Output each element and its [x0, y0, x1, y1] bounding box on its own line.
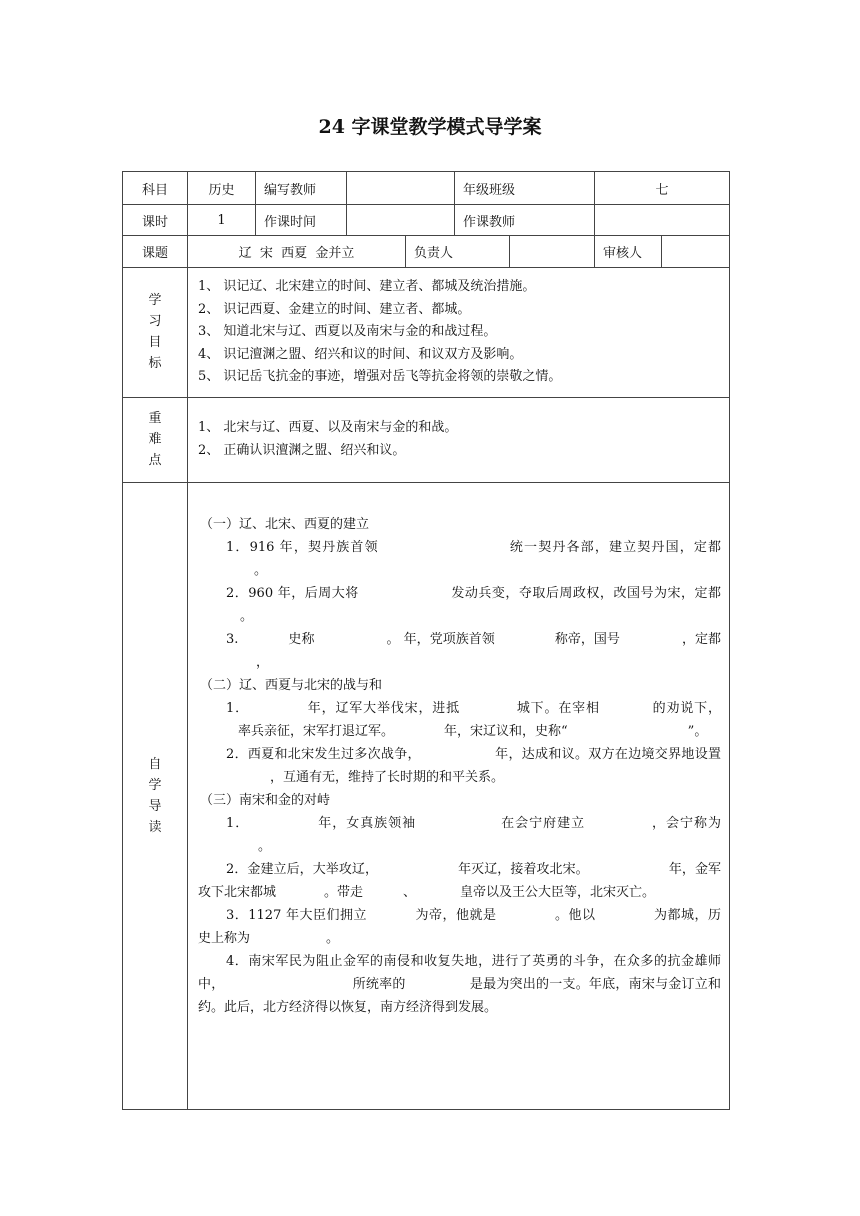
key-points-label: 重 难 点 [123, 397, 188, 482]
objectives-label: 学 习 目 标 [123, 268, 188, 398]
lesson-plan-table [122, 171, 730, 1110]
owner-value[interactable] [510, 236, 595, 268]
author-value[interactable] [347, 172, 455, 205]
objective-item: 4、 识记澶渊之盟、绍兴和议的时间、和议双方及影响。 [198, 346, 523, 362]
objective-item: 2、 识记西夏、金建立的时间、建立者、都城。 [198, 301, 471, 317]
author-label: 编写教师 [256, 172, 347, 205]
objectives-list [188, 268, 730, 398]
self-study-content [188, 482, 730, 1109]
study-paragraph: 1．916 年，契丹族首领 统一契丹各部，建立契丹国，定都。 [226, 539, 722, 578]
self-study-label: 自 学 导 读 [123, 482, 188, 1109]
grade-value[interactable]: 七 [595, 172, 730, 205]
study-paragraph: 4．南宋军民为阻止金军的南侵和收复失地，进行了英勇的斗争，在众多的抗金雄师中， 所统率的 是最为突出的一支。年底，南宋与金订立和约。此后，北方经济得以恢复，南方经济得到发展。 [198, 953, 722, 1015]
study-paragraph: 1． 年，女真族领袖 在会宁府建立 ，会宁称为。 [226, 815, 721, 854]
period-label: 课时 [123, 205, 188, 236]
header-row-1 [123, 172, 730, 205]
objectives-row [123, 268, 730, 398]
reviewer-label: 审核人 [595, 236, 662, 268]
reviewer-value[interactable] [662, 236, 730, 268]
study-paragraph: 3. 史称 。 年，党项族首领 称帝，国号 ，定都， [226, 631, 721, 670]
owner-label: 负责人 [406, 236, 510, 268]
topic-value[interactable]: 辽 宋 西夏 金并立 [188, 236, 406, 268]
study-paragraph: 2．西夏和北宋发生过多次战争， 年，达成和议。双方在边境交界地设置，互通有无，维持了长时期的和平关系。 [226, 746, 722, 785]
page-title: 24 字课堂教学模式导学案 [318, 116, 542, 138]
key-point-item: 2、 正确认识澶渊之盟、绍兴和议。 [198, 442, 406, 458]
study-paragraph: 2．金建立后，大举攻辽， 年灭辽，接着攻北宋。 年，金军攻下北宋都城 。带走 、 皇帝以及王公大臣等，北宋灭亡。 [198, 861, 722, 900]
section-heading: （二）辽、西夏与北宋的战与和 [200, 677, 383, 693]
key-points-list [188, 397, 730, 482]
study-paragraph: 1． 年，辽军大举伐宋，进抵 城下。在宰相 的劝说下，率兵亲征，宋军打退辽军。 年，宋辽议和，史称“ ”。 [226, 700, 722, 739]
teacher-value[interactable] [595, 205, 730, 236]
key-points-row [123, 397, 730, 482]
objective-item: 5、 识记岳飞抗金的事迹，增强对岳飞等抗金将领的崇敬之情。 [198, 369, 562, 384]
objective-item: 3、 知道北宋与辽、西夏以及南宋与金的和战过程。 [198, 324, 497, 339]
study-paragraph: 3．1127 年大臣们拥立 为帝，他就是 。他以 为都城，历史上称为 。 [198, 907, 721, 946]
section-heading: （三）南宋和金的对峙 [200, 792, 331, 808]
time-label: 作课时间 [256, 205, 347, 236]
topic-label: 课题 [123, 236, 188, 268]
period-value[interactable]: 1 [188, 205, 256, 236]
grade-label: 年级班级 [455, 172, 595, 205]
key-point-item: 1、 北宋与辽、西夏、以及南宋与金的和战。 [198, 420, 458, 435]
study-paragraph: 2．960 年，后周大将 发动兵变，夺取后周政权，改国号为宋，定都。 [226, 585, 722, 624]
subject-label: 科目 [123, 172, 188, 205]
teacher-label: 作课教师 [455, 205, 595, 236]
self-study-row [123, 482, 730, 1109]
section-heading: （一）辽、北宋、西夏的建立 [200, 516, 370, 532]
header-row-2 [123, 205, 730, 236]
header-row-3 [123, 236, 730, 268]
subject-value[interactable]: 历史 [188, 172, 256, 205]
objective-item: 1、 识记辽、北宋建立的时间、建立者、都城及统治措施。 [198, 279, 536, 294]
time-value[interactable] [347, 205, 455, 236]
